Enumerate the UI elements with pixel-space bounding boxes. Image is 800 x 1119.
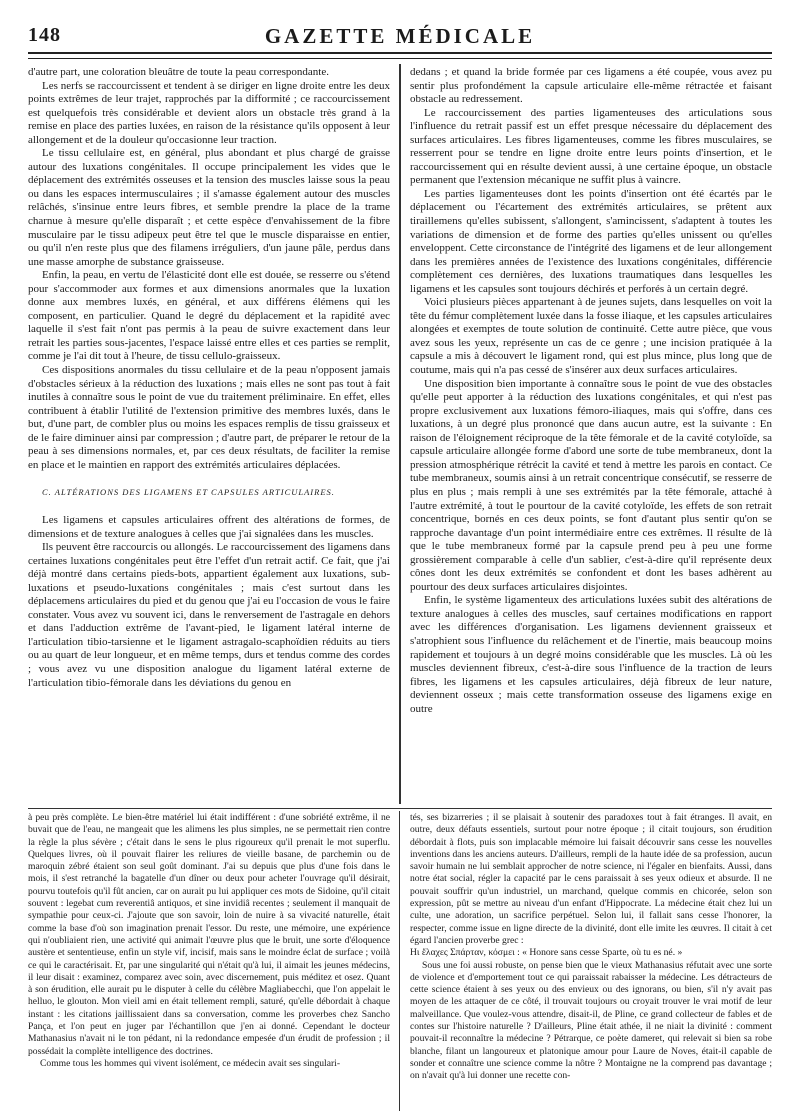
paragraph: Sous une foi aussi robuste, on pense bien que le vieux Mathanasius réfutait avec une sorte de violence et d'emportement tout ce qui paraissait rabaisser la médecine. Les détracteurs de cette science étaient à ses yeux ou des envieux ou des ignorans, ou bien, s'il n'y avait pas moyen de les attaquer de ce côté, il trouvait toujours ou croyait trouver le vrai motif de leur malveillance. Que voulez-vous attendre, disait-il, de Pline, ce grand collecteur de fables et de contes sur l'histoire naturelle ? D'ailleurs, Pline était athée, il ne niait la divinité : comment pouvait-il reconnaître la médecine ? Pétrarque, ce poète dameret, qui relevait si bien sa robe blanche, filant un langoureux et platonique amour pour Laure de Noves, était-il capable de sonder et connaître une science comme la nôtre ? Montaigne ne la comprend pas davantage ; on n'avait qu'à lui donner une recette con-	[410, 959, 772, 1082]
paragraph: à peu près complète. Le bien-être matériel lui était indifférent : d'une sobriété extrême, il ne buvait que de l'eau, ne mangeait que les alimens les plus simples, ne se permettait rien contre la règle la plus sévère ; c'était dans le sens le plus rigoureux qu'il prenait le mot superflu. Quelques livres, où il pouvait flairer les reliures de vieille basane, de parchemin ou de maroquin zébré étaient son seul goût dominant. J'ai su depuis que plus d'une fois dans le mois, il s'est retranché la bagatelle d'un dîner ou deux pour acheter l'ouvrage qu'il désirait, pourvu toutefois qu'il fût ancien, car on aurait pu lui appliquer ces mots de Sidoine, qu'il citait souvent : legebat cum reverentiâ antiquos, et sine invidiâ recentes ; seulement il manquait de sympathie pour ceux-ci. J'ajoute que son savoir, loin de nuire à sa vivacité naturelle, était comme la base d'où son imagination prenait l'essor. Du reste, une mémoire, une expérience qui n'oubliaient rien, une activité qui animait l'œuvre plus que le bruit, une sorte d'éloquence austère et sententieuse, enfin un style vif, incisif, mais sans le moindre éclat de surface ; voilà ce qui le caractérisait. Et, par une singularité qui n'était qu'à lui, il aimait les jeunes médecins, il leur disait : examinez, comparez avec soin, avec discernement, puis méditez et osez. Quant à son érudition, elle aurait pu le disputer à celle du célèbre Magliabecchi, que l'on appelait le helluo, le glouton. Mon vieil ami en était tellement rempli, saturé, qu'elle débordait à chaque instant : les citations jaillissaient dans sa conversation, comme les proverbes chez Sancho Pança, et l'on peut en juger par l'échantillon que j'en ai donné. Cependant le docteur Mathanasius n'avait ni le ton pédant, ni la redondance empesée d'un érudit de profession ; il possédait la complète intelligence des doctrines.	[28, 812, 390, 1057]
paragraph: Enfin, le système ligamenteux des articulations luxées subit des altérations de texture analogues à celles des muscles, sauf certaines modifications en rapport avec les différences d'organisation. Les ligamens deviennent graisseux et s'atrophient sous l'influence du relâchement et de l'inertie, mais beaucoup moins rapidement et toujours à un degré moins considérable que les muscles. Là où les muscles deviennent fibreux, c'est-à-dire sous l'influence de la traction de leurs fibres, les ligamens et les capsules articulaires, déjà fibreux de leur nature, deviennent osseux ; mais cette transformation osseuse des ligamens exige en outre	[410, 594, 772, 715]
paragraph: tés, ses bizarreries ; il se plaisait à soutenir des paradoxes tout à fait étranges. Il avait, en outre, deux défauts essentiels, surtout pour notre époque ; il citait toujours, son érudition débordait à flots, puis son implacable mémoire lui faisait découvrir sans cesse les nouvelles inventions dans les anciens auteurs. D'ailleurs, rempli de la haute idée de sa profession, aucun savoir humain ne lui semblait approcher de notre science, ni l'égaler en bienfaits. Aussi, dans notre état social, régler la capacité par le cens paraissait à ses yeux odieux et absurde. Il ne pouvait souffrir qu'un industriel, un marchand, quelque commis en chicorée, selon son expression, pût se mettre au niveau d'un enfant d'Hippocrate. La médecine était chez lui un culte, une adoration, un sacrifice perpétuel. Selon lui, il fallait sans cesse l'honorer, la respecter, comme issue en ligne directe de la divinité, dont elle imite les œuvres. Il citait à cet égard l'ancien proverbe grec :	[410, 812, 772, 946]
header-rule-bottom	[28, 58, 772, 59]
section-heading: C. ALTÉRATIONS DES LIGAMENS ET CAPSULES ARTICULAIRES.	[42, 487, 335, 498]
feuilleton-rule	[28, 808, 772, 809]
right-column	[410, 66, 772, 801]
journal-title: GAZETTE MÉDICALE	[264, 24, 536, 48]
paragraph: Une disposition bien importante à connaître sous le point de vue des obstacles qu'elle peut apporter à la réduction des luxations congénitales, et qui n'est pas propre exclusivement aux luxations fémoro-iliaques, mais qui s'offre, dans ces luxations, à un degré plus prononcé que dans aucun autre, est la suivante : En raison de l'éloignement réciproque de la tête fémorale et de la cavité cotyloïde, sa capsule articulaire allongée forme d'abord une sorte de tube membraneux, dont la pression atmosphérique rétrécit la cavité et tend à mettre les parois en contact. Ce tube membraneux, soumis ainsi à un retrait concentrique consécutif, se resserre de plus en plus ; mais rempli à une ses extrémités par la tête fémorale, attaché à l'autre extrémité, à tout le pourtour de la cavité cotyloïde, les effets de son retrait concentrique, bornés en ces deux points, se font d'autant plus sentir qu'on se rapproche davantage d'un point intermédiaire entre ces extrêmes. Il résulte de là que le tube membraneux formé par la capsule prend peu à peu une forme grossièrement comparable à celle d'un sablier, c'est-à-dire qu'il représente deux cônes dont les deux extrémités se confondent et dont les bases adhèrent au pourtour des deux surfaces articulaires disjointes.	[410, 377, 772, 593]
paragraph: Les ligamens et capsules articulaires offrent des altérations de formes, de dimensions et de texture analogues à celles que j'ai signalées dans les muscles.	[28, 513, 390, 540]
page-number: 148	[28, 24, 61, 46]
paragraph: Les parties ligamenteuses dont les points d'insertion ont été écartés par le déplacement ou l'écartement des extrémités articulaires, se prêtent aux tiraillemens qu'elles subissent, s'allongent, s'amincissent, s'adaptent à toutes les variations de dimension et de forme des parties qu'elles unissent ou qu'elles enveloppent. Cette circonstance de l'intégrité des ligamens et de leur allongement dans les premières années de l'existence des luxations congénitales, différencie complètement ces dernières, des luxations traumatiques dans lesquelles les ligamens et les capsules sont toujours déchirés et perforés à un certain degré.	[410, 187, 772, 295]
paragraph: d'autre part, une coloration bleuâtre de toute la peau correspondante.	[28, 66, 329, 78]
greek-quotation: Ηι ἔλαχες Σπάρταν, κόσμει : « Honore sans cesse Sparte, où tu es né. »	[410, 947, 683, 959]
paragraph: Le raccourcissement des parties ligamenteuses des articulations sous l'influence du retrait passif est un effet presque nécessaire du déplacement des surfaces articulaires. Les fibres ligamenteuses, comme les fibres musculaires, se resserrent pour se tendre en ligne droite entre leurs points d'insertion, et le raccourcissement qui en résulte devient aussi, à une certaine époque, un obstacle permanent que l'extension mécanique ne suffit plus à vaincre.	[410, 106, 772, 187]
column-divider	[399, 64, 403, 804]
paragraph: Les nerfs se raccourcissent et tendent à se diriger en ligne droite entre les deux points extrêmes de leur trajet, rapprochés par la difformité ; ce raccourcissement est quelquefois très considérable et devient alors un obstacle très grand à la remise en place des parties luxées, en raison de la résistance qu'ils opposent à leur allongement et de la douleur qu'occasionne leur traction.	[28, 79, 390, 146]
feuilleton-column-divider	[399, 811, 400, 1111]
paragraph: Le tissu cellulaire est, en général, plus abondant et plus chargé de graisse autour des luxations congénitales. Il occupe principalement les vides que le déplacement des extrémités osseuses et la tension des muscles laisse sous la peau ou dans les espaces intermusculaires ; il s'amasse également autour des muscles relâchés, s'insinue entre leurs fibres, et semble prendre la place de la trame charnue à mesure qu'elle disparaît ; et cette espèce d'envahissement de la fibre musculaire par le tissu adipeux peut être tel que le muscle disparaisse en entier, ou qu'il n'en reste plus que des filamens irréguliers, d'un jaune pâle, perdus dans une masse amorphe de substance graisseuse.	[28, 147, 390, 268]
feuilleton-right-column	[410, 812, 772, 1112]
left-column	[28, 66, 390, 801]
paragraph: Ces dispositions anormales du tissu cellulaire et de la peau n'opposent jamais d'obstacles sérieux à la réduction des luxations ; mais elles ne sont pas tout à fait inutiles à connaître sous le point de vue du traitement préliminaire. En effet, elles contribuent à établir l'utilité de l'extension primitive des membres luxés, dans le but, d'une part, de combler plus ou moins les espaces remplis de tissu graisseux et de le faire diminuer ainsi par compression ; d'autre part, de préparer le retour de la peau à ses dimensions normales, et, par ces deux résultats, de faciliter la remise en place et le maintien en rapport des extrémités articulaires déplacées.	[28, 364, 390, 471]
paragraph: dedans ; et quand la bride formée par ces ligamens a été coupée, vous avez pu sentir plus profondément la capsule articulaire elle-même rétractée et faisant obstacle au redressement.	[410, 66, 772, 106]
paragraph: Voici plusieurs pièces appartenant à de jeunes sujets, dans lesquelles on voit la tête du fémur complètement luxée dans la fosse iliaque, et les capsules articulaires alongées et exemptes de toute solution de continuité. Cette autre pièce, que vous avez sous les yeux, représente un cas de ce genre ; une incision pratiquée à la capsule a mis à découvert le ligament rond, qui est plus mince, plus long que de coutume, mais qui n'a pas cessé de s'insérer aux deux surfaces articulaires.	[410, 296, 772, 377]
paragraph: Comme tous les hommes qui vivent isolément, ce médecin avait ses singulari-	[40, 1057, 341, 1069]
page-header	[28, 20, 772, 52]
paragraph: Ils peuvent être raccourcis ou allongés. Le raccourcissement des ligamens dans certaines luxations congénitales peut être l'effet d'un retrait actif. Ce fait, que j'ai déjà montré dans certains pieds-bots, appartient également aux luxations, sub-luxations et pseudo-luxations congénitales ; mais c'est surtout dans les déplacemens articulaires du pied et du genou que j'ai eu l'occasion de vous le faire constater. Vous avez vu souvent ici, dans le renversement de l'astragale en dehors et dans l'adduction extrême de l'avant-pied, le ligament latéral interne de l'articulation tibio-tarsienne et le ligament astragalo-scaphoïdien réduits au tiers ou au quart de leur longueur, et en même temps, durs et tendus comme des cordes ; vous avez vu une disposition analogue du ligament latéral externe de l'articulation tibio-fémorale dans les déviations du genou en	[28, 541, 390, 689]
feuilleton-left-column	[28, 812, 390, 1112]
header-rule-top	[28, 52, 772, 54]
paragraph: Enfin, la peau, en vertu de l'élasticité dont elle est douée, se resserre ou s'étend pour s'accommoder aux formes et aux dimensions anormales que la luxation donne aux membres luxés, en général, et aux différens élémens qui les composent, en particulier. Quand le degré du déplacement et la rapidité avec laquelle il s'est fait n'ont pas permis à la peau de suivre exactement dans leur retrait les parties sous-jacentes, l'espace laissé entre elles et ces parties se remplit, comme je l'ai dit tout à l'heure, de tissu cellulo-graisseux.	[28, 269, 390, 363]
